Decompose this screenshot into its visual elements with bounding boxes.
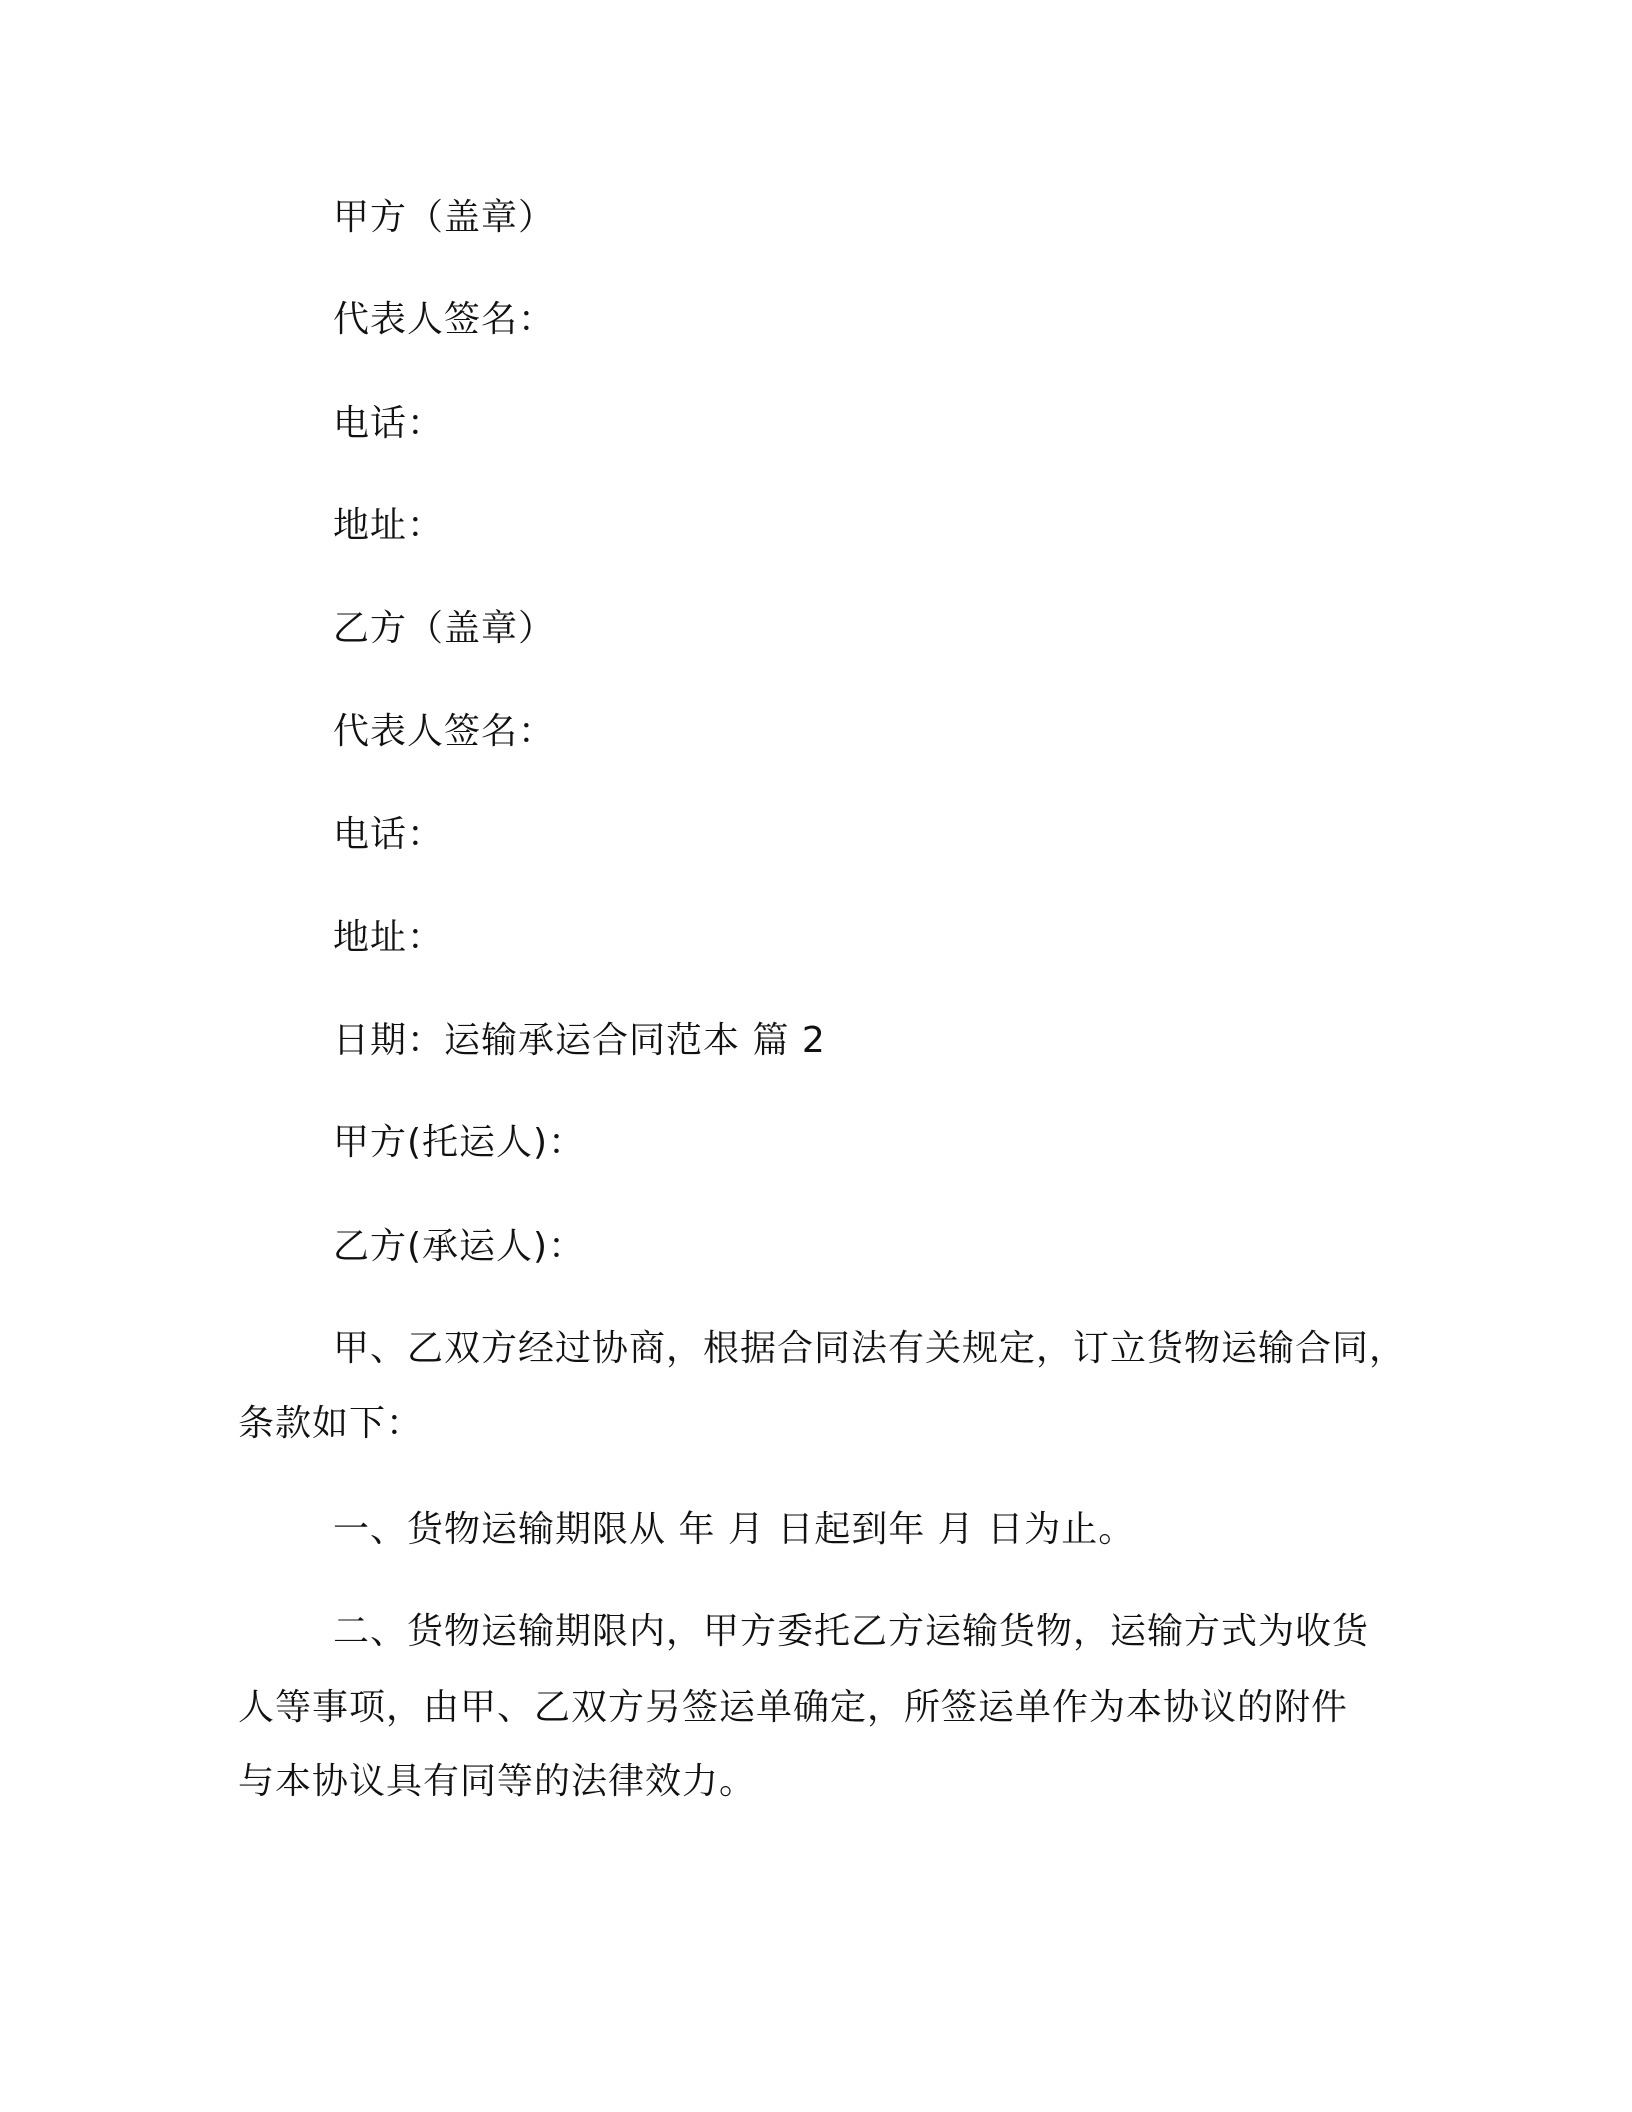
party-b-carrier-line: 乙方(承运人)：	[333, 1226, 586, 1267]
intro-paragraph-line-1: 甲、乙双方经过协商，根据合同法有关规定，订立货物运输合同，	[333, 1328, 1407, 1369]
party-a-address-line: 地址：	[333, 505, 445, 546]
party-a-seal-line: 甲方（盖章）	[333, 197, 556, 238]
party-a-representative-line: 代表人签名：	[333, 299, 556, 340]
party-b-seal-line: 乙方（盖章）	[333, 608, 556, 649]
clause-2-line-3: 与本协议具有同等的法律效力。	[238, 1761, 757, 1802]
date-and-title-line: 日期：运输承运合同范本 篇 2	[333, 1020, 826, 1061]
party-b-representative-line: 代表人签名：	[333, 711, 556, 752]
party-a-phone-line: 电话：	[333, 403, 445, 444]
clause-2-line-1: 二、货物运输期限内，甲方委托乙方运输货物，运输方式为收货	[333, 1611, 1370, 1652]
party-b-address-line: 地址：	[333, 917, 445, 958]
intro-paragraph-line-2: 条款如下：	[238, 1403, 424, 1444]
clause-2-line-2: 人等事项，由甲、乙双方另签运单确定，所签运单作为本协议的附件	[238, 1687, 1349, 1728]
clause-1-line: 一、货物运输期限从 年 月 日起到年 月 日为止。	[333, 1509, 1136, 1550]
party-b-phone-line: 电话：	[333, 814, 445, 855]
party-a-shipper-line: 甲方(托运人)：	[333, 1122, 586, 1163]
